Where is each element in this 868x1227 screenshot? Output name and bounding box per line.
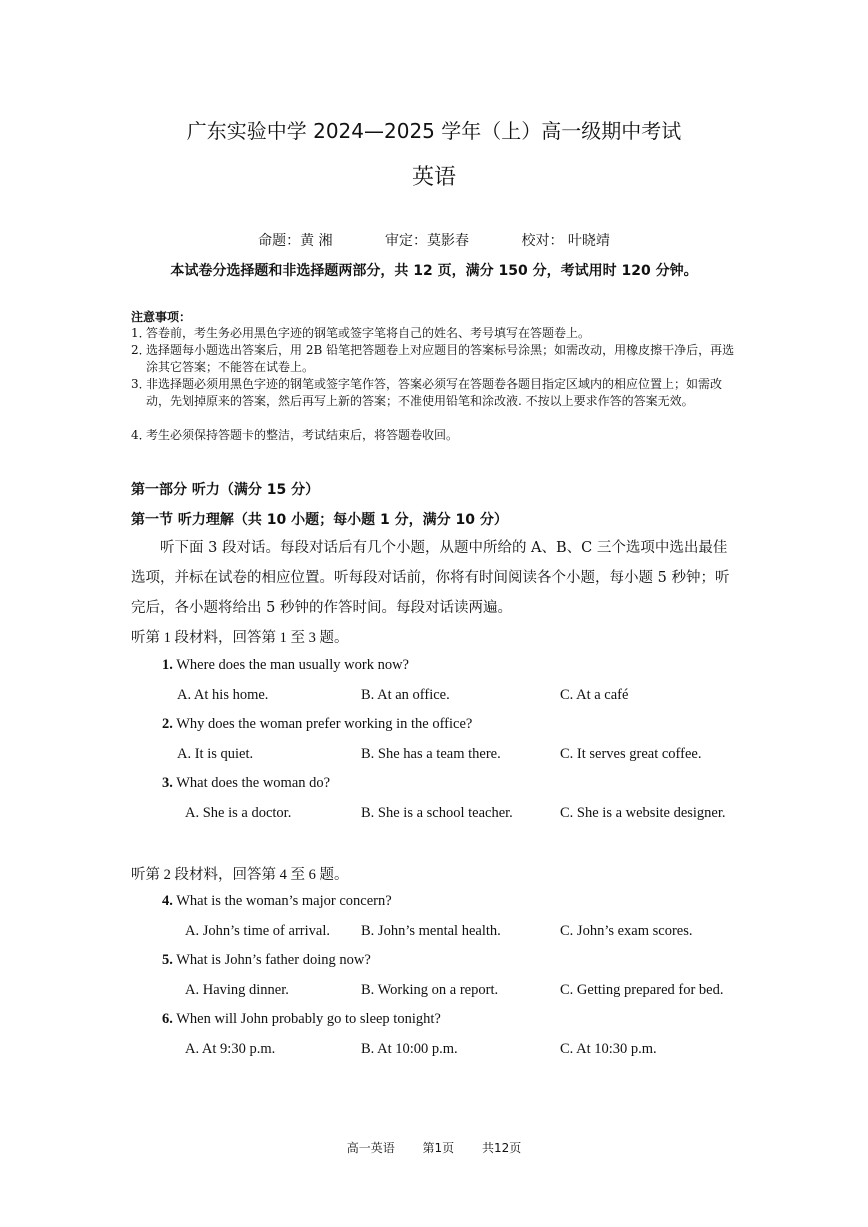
option-c: C. She is a website designer. (560, 805, 726, 821)
option-c: C. At a café (560, 687, 629, 703)
staff-author: 命题：黄 湘 (258, 233, 333, 249)
question-number: 1. (162, 657, 173, 673)
note-number: 1． (131, 326, 151, 340)
question-number: 2. (162, 716, 173, 732)
option-c: C. John’s exam scores. (560, 923, 693, 939)
staff-line (0, 230, 868, 250)
option-c: C. At 10:30 p.m. (560, 1041, 657, 1057)
staff-proofreader: 校对： 叶晓靖 (521, 233, 610, 249)
material-heading: 听第 1 段材料，回答第 1 至 3 题。 (131, 630, 349, 646)
option-b: B. John’s mental health. (361, 923, 501, 939)
note-text: 非选择题必须用黑色字迹的钢笔或签字笔作答，答案必须写在答题卷各题目指定区域内的相应位置上；如需改动，先划掉原来的答案，然后再写上新的答案；不准使用铅笔和涂改液. 不按以上要求作答的答案无效。 (146, 377, 723, 408)
option-b: B. At 10:00 p.m. (361, 1041, 458, 1057)
question-number: 6. (162, 1011, 173, 1027)
question-number: 4. (162, 893, 173, 909)
note-item (131, 325, 741, 342)
option-c: C. It serves great coffee. (560, 746, 702, 762)
note-item (131, 342, 741, 376)
exam-title: 广东实验中学 2024—2025 学年（上）高一级期中考试 (186, 119, 682, 143)
note-number: 4． (131, 428, 151, 442)
question-text: Why does the woman prefer working in the office? (176, 716, 473, 732)
option-a: A. Having dinner. (185, 982, 289, 998)
note-text: 答卷前，考生务必用黑色字迹的钢笔或签字笔将自己的姓名、考号填写在答题卷上。 (146, 326, 591, 340)
question-text: Where does the man usually work now? (176, 657, 409, 673)
note-item (131, 376, 741, 410)
subject-title: 英语 (411, 165, 456, 190)
question-number: 5. (162, 952, 173, 968)
question-text: What does the woman do? (176, 775, 331, 791)
option-a: A. It is quiet. (177, 746, 254, 762)
note-text: 考生必须保持答题卡的整洁，考试结束后，将答题卷收回。 (146, 428, 459, 442)
option-c: C. Getting prepared for bed. (560, 982, 724, 998)
question (162, 1011, 441, 1028)
option-a: A. She is a doctor. (185, 805, 292, 821)
question (162, 775, 330, 792)
material-heading: 听第 2 段材料，回答第 4 至 6 题。 (131, 867, 349, 883)
question (162, 952, 371, 969)
option-a: A. John’s time of arrival. (185, 923, 330, 939)
question-text: What is the woman’s major concern? (176, 893, 392, 909)
note-item (131, 427, 741, 444)
note-number: 2． (131, 343, 151, 357)
footer-subject: 高一英语 (346, 1141, 395, 1155)
exam-info: 本试卷分选择题和非选择题两部分，共 12 页，满分 150 分，考试用时 120 分钟。 (170, 263, 698, 279)
question (162, 657, 409, 674)
option-b: B. She is a school teacher. (361, 805, 513, 821)
option-a: A. At his home. (177, 687, 269, 703)
note-number: 3． (131, 377, 151, 391)
staff-reviewer: 审定：莫影春 (385, 233, 469, 249)
footer-total: 共12页 (482, 1141, 522, 1155)
notes-heading: 注意事项： (131, 310, 192, 324)
part-title: 第一部分 听力（满分 15 分） (131, 482, 320, 498)
page-footer (0, 1139, 868, 1156)
note-text: 选择题每小题选出答案后，用 2B 铅笔把答题卷上对应题目的答案标号涂黑；如需改动，用橡皮擦干净后，再选涂其它答案；不能答在试卷上。 (146, 343, 735, 374)
listening-instructions: 听下面 3 段对话。每段对话后有几个小题，从题中所给的 A、B、C 三个选项中选出最佳选项，并标在试卷的相应位置。听每段对话前，你将有时间阅读各个小题，每小题 5 秒钟；听完后，各小题将给出 5 秒钟的作答时间。每段对话读两遍。 (131, 540, 730, 616)
option-b: B. Working on a report. (361, 982, 499, 998)
question-text: When will John probably go to sleep tonight? (176, 1011, 441, 1027)
question-text: What is John’s father doing now? (176, 952, 371, 968)
option-b: B. She has a team there. (361, 746, 501, 762)
option-a: A. At 9:30 p.m. (185, 1041, 276, 1057)
question (162, 893, 392, 910)
section-title: 第一节 听力理解（共 10 小题；每小题 1 分，满分 10 分） (131, 512, 508, 528)
footer-page: 第1页 (422, 1141, 455, 1155)
option-b: B. At an office. (361, 687, 450, 703)
question-number: 3. (162, 775, 173, 791)
notes-heading-wrap (131, 308, 741, 325)
question (162, 716, 472, 733)
